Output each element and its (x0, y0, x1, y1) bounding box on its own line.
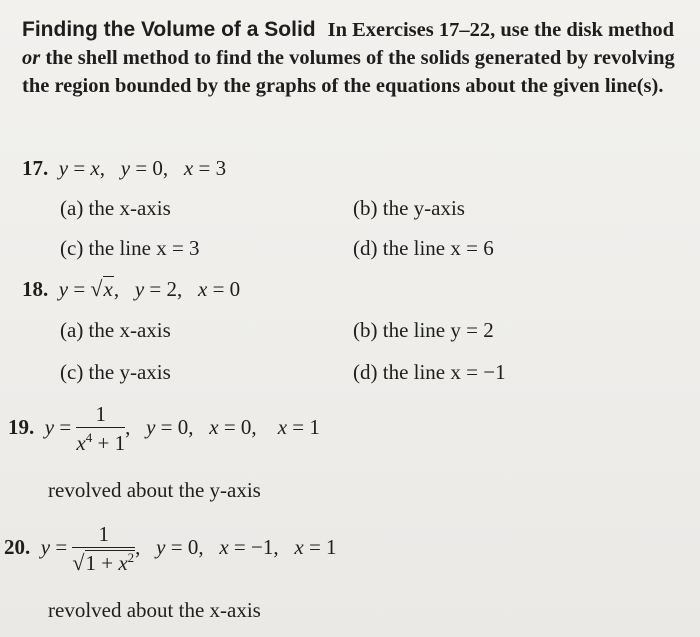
exercise-17-equations: 17. y = x, y = 0, x = 3 (22, 156, 227, 180)
instruction-text-start: In Exercises 17–22, use the disk method (327, 19, 675, 41)
exercise-17-option-a: (a) the x-axis (60, 196, 171, 220)
instruction-text-end: the shell method to find the volumes of the solids generated by revolving the region bounded by the graphs of the equations about the given line(s). (22, 47, 675, 97)
exercise-17-option-d: (d) the line x = 6 (353, 236, 494, 260)
exercise-18-number: 18. (22, 277, 49, 301)
exercise-17-option-b: (b) the y-axis (353, 196, 465, 220)
instruction-or: or (22, 47, 41, 69)
exercise-18-option-b: (b) the line y = 2 (353, 318, 494, 342)
exercise-19-number: 19. (8, 414, 35, 439)
exercise-20-fraction: $\frac{1}{√1 + x^2}$ (72, 522, 135, 575)
exercise-18-equations: 18. y = √x, y = 2, x = 0 (22, 276, 241, 301)
exercise-19-equations: 19. y = $\frac{1}{x^4 + 1}$ , y = 0, x = 0, x = 1 (8, 402, 320, 455)
instructions-paragraph (22, 16, 682, 100)
exercise-18-option-a: (a) the x-axis (60, 318, 171, 342)
exercise-18-option-c: (c) the y-axis (60, 360, 171, 384)
exercise-19-revolved: revolved about the y-axis (48, 478, 261, 502)
exercise-17-option-c: (c) the line x = 3 (60, 236, 200, 260)
exercise-19-fraction: $\frac{1}{x^4 + 1}$ (76, 402, 126, 455)
sqrt-x: √x (90, 276, 113, 301)
section-title: Finding the Volume of a Solid (22, 18, 316, 41)
exercise-20-revolved: revolved about the x-axis (48, 598, 261, 622)
exercise-20-equations: 20. y = $\frac{1}{√1 + x^2}$ , y = 0, x = −1, x = 1 (4, 522, 337, 575)
exercise-20-number: 20. (4, 534, 31, 559)
exercise-18-option-d: (d) the line x = −1 (353, 360, 506, 384)
exercise-17-number: 17. (22, 156, 49, 180)
